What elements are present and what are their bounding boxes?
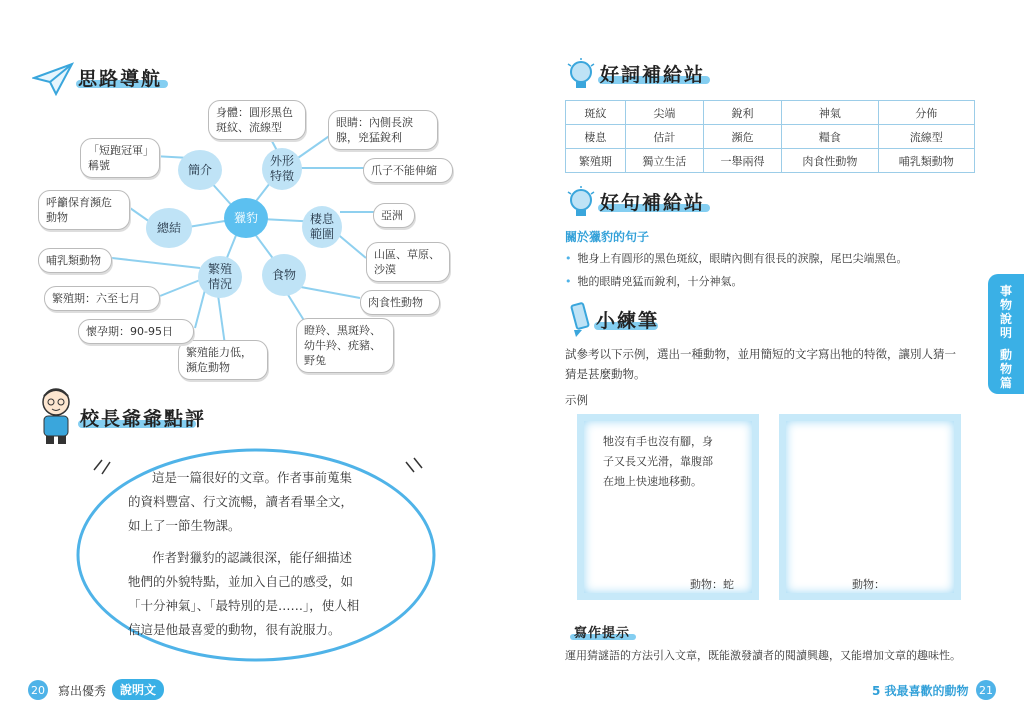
vocab-title: 好詞補給站 <box>600 64 706 86</box>
lightbulb-icon <box>566 58 596 92</box>
side-tab-section: 動物篇 <box>999 348 1012 390</box>
bullet-icon: • <box>565 252 572 265</box>
footer-text-left: 寫出優秀 <box>58 684 107 698</box>
instruction-line: 猜是甚麼動物。 <box>565 367 646 381</box>
bubble-claws: 爪子不能伸縮 <box>363 158 453 183</box>
vocab-cell: 分佈 <box>878 101 974 125</box>
practice-title: 小練筆 <box>596 310 660 332</box>
bubble-eyes: 眼睛：內側長淚腺，兇猛銳利 <box>328 110 438 150</box>
practice-instruction <box>565 344 975 384</box>
sentence-text: 牠的眼睛兇猛而銳利，十分神氣。 <box>577 275 743 288</box>
example-line: 牠沒有手也沒有腳，身 <box>603 435 713 448</box>
pencil-icon <box>566 302 594 338</box>
lightbulb-icon <box>566 186 596 220</box>
comment-body <box>128 466 398 642</box>
answer-panel[interactable] <box>779 414 961 600</box>
vocab-cell: 估計 <box>625 125 703 149</box>
list-item <box>565 250 908 266</box>
bubble-prey: 瞪羚、黑斑羚、幼牛羚、疣豬、野兔 <box>296 318 394 373</box>
page-number-right: 21 <box>976 680 996 700</box>
table-row <box>566 149 975 173</box>
mindmap-title: 思路導航 <box>78 68 163 90</box>
example-animal: 動物：蛇 <box>690 578 734 591</box>
vocab-cell: 肉食性動物 <box>782 149 878 173</box>
comment-line: 作者對獵豹的認識很深，能仔細描述 <box>152 550 353 565</box>
comment-title: 校長爺爺點評 <box>80 408 207 430</box>
sentence-subtitle: 關於獵豹的句子 <box>565 230 650 244</box>
principal-avatar-icon <box>34 386 80 446</box>
table-row <box>566 125 975 149</box>
node-appearance: 外形特徵 <box>262 148 302 190</box>
node-food: 食物 <box>262 254 306 296</box>
tip-text: 運用猜謎語的方法引入文章，既能激發讀者的閱讀興趣，又能增加文章的趣味性。 <box>565 649 961 662</box>
comment-line: 這是一篇很好的文章。作者事前蒐集 <box>152 470 353 485</box>
list-item <box>565 273 743 289</box>
bubble-gestation: 懷孕期：90-95日 <box>78 319 194 344</box>
vocab-cell: 尖端 <box>625 101 703 125</box>
table-row <box>566 101 975 125</box>
example-line: 在地上快速地移動。 <box>603 475 702 488</box>
example-line: 子又長又光滑，靠腹部 <box>603 455 713 468</box>
comment-line: 如上了一節生物課。 <box>128 518 241 533</box>
tip-title: 寫作提示 <box>574 626 631 641</box>
vocab-cell: 棲息 <box>566 125 626 149</box>
comment-line: 牠們的外貌特點，並加入自己的感受，如 <box>128 574 354 589</box>
node-summary: 總結 <box>146 208 192 248</box>
vocab-table <box>565 100 975 173</box>
bubble-season: 繁殖期：六至七月 <box>44 286 160 311</box>
vocab-cell: 哺乳類動物 <box>878 149 974 173</box>
sentence-title: 好句補給站 <box>600 192 706 214</box>
comment-line: 的資料豐富、行文流暢，讀者看畢全文， <box>128 494 354 509</box>
bubble-conservation: 呼籲保育瀕危動物 <box>38 190 130 230</box>
bubble-mammal: 哺乳類動物 <box>38 248 112 273</box>
node-intro: 簡介 <box>178 150 222 190</box>
vocab-cell: 繁殖期 <box>566 149 626 173</box>
bubble-diet: 肉食性動物 <box>360 290 440 315</box>
bubble-habitat: 山區、草原、沙漠 <box>366 242 450 282</box>
vocab-cell: 銳利 <box>703 101 781 125</box>
example-label: 示例 <box>565 393 588 407</box>
side-tab-category: 事物說明 <box>999 284 1012 340</box>
bubble-asia: 亞洲 <box>373 203 415 228</box>
answer-animal-label: 動物： <box>852 578 885 591</box>
vocab-cell: 流線型 <box>878 125 974 149</box>
footer-badge-left: 說明文 <box>112 679 164 700</box>
bubble-body: 身體：圓形黑色斑紋、流線型 <box>208 100 306 140</box>
footer-text-right: 5 我最喜歡的動物 <box>872 684 969 698</box>
vocab-cell: 獨立生活 <box>625 149 703 173</box>
bullet-icon: • <box>565 275 572 288</box>
side-tab <box>988 274 1024 394</box>
vocab-cell: 瀕危 <box>703 125 781 149</box>
instruction-line: 試參考以下示例，選出一種動物，並用簡短的文字寫出牠的特徵，讓別人猜一 <box>565 347 956 361</box>
mindmap-center: 獵豹 <box>224 198 268 238</box>
sentence-text: 牠身上有圓形的黑色斑紋，眼睛內側有很長的淚腺，尾巴尖端黑色。 <box>577 252 908 265</box>
node-breeding: 繁殖情況 <box>198 256 242 298</box>
vocab-cell: 神氣 <box>782 101 878 125</box>
comment-line: 信這是他最喜愛的動物，很有說服力。 <box>128 622 341 637</box>
comment-line: 「十分神氣」、「最特別的是……」，使人相 <box>128 598 360 613</box>
vocab-cell: 糧食 <box>782 125 878 149</box>
bubble-champion: 「短跑冠軍」稱號 <box>80 138 160 178</box>
node-habitat: 棲息範圍 <box>302 206 342 248</box>
page-number-left: 20 <box>28 680 48 700</box>
vocab-cell: 斑紋 <box>566 101 626 125</box>
bubble-ability: 繁殖能力低，瀕危動物 <box>178 340 268 380</box>
example-text <box>603 432 713 492</box>
vocab-cell: 一舉兩得 <box>703 149 781 173</box>
